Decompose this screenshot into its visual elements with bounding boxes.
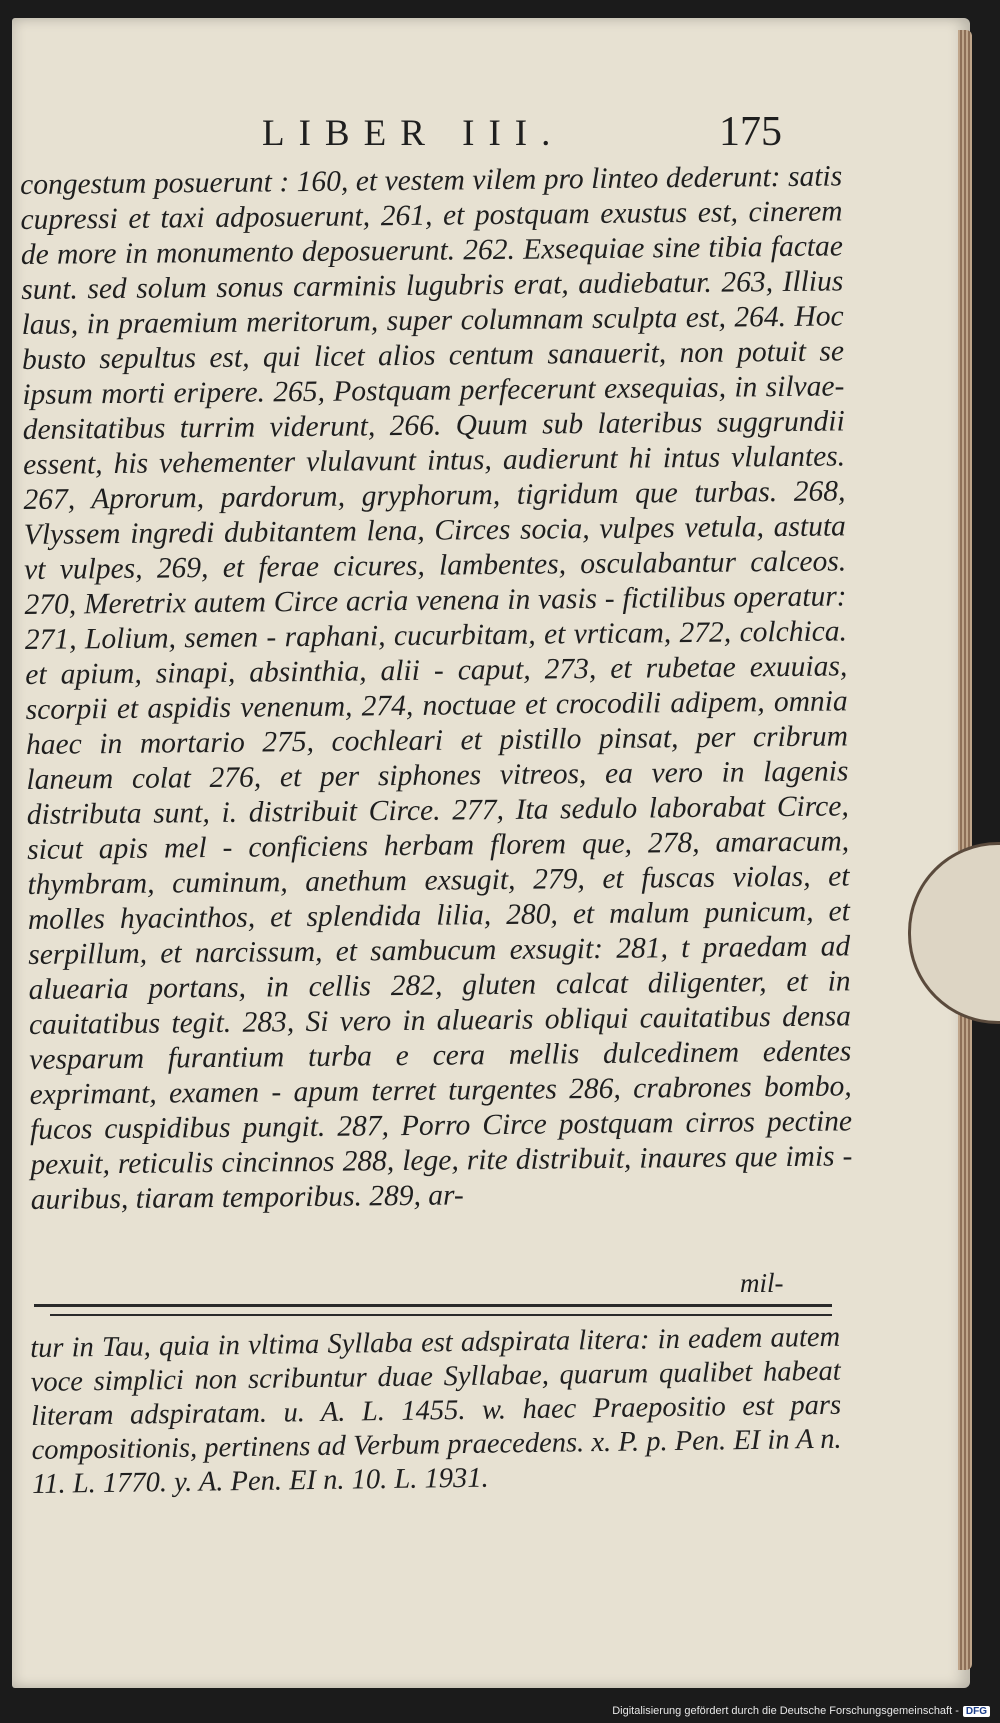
footnote-separator-rule bbox=[34, 1304, 832, 1307]
credit-text: Digitalisierung gefördert durch die Deutsche Forschungsgemeinschaft - bbox=[612, 1705, 959, 1717]
dfg-logo: DFG bbox=[963, 1706, 990, 1717]
page-number: 175 bbox=[719, 109, 782, 155]
catchword: mil- bbox=[740, 1268, 784, 1298]
running-title: LIBER III. bbox=[262, 113, 565, 154]
running-header bbox=[262, 108, 782, 168]
digitization-credit bbox=[612, 1705, 990, 1717]
footnote-block: tur in Tau, quia in vltima Syllaba est adspirata litera: in eadem autem voce simplici non scribuntur duae Syllabae, quarum qualibet habeat literam adspiratam. u. A. L. 1455. w. haec Praepositio est pars compositionis, pertinens ad Verbum praecedens. x. P. p. Pen. EI in A n. 11. L. 1770. y. A. Pen. EI n. 10. L. 1931. bbox=[30, 1321, 842, 1500]
footnote-separator-rule-thin bbox=[50, 1314, 832, 1316]
main-text-block: congestum posuerunt : 160, et vestem vilem pro linteo dederunt: satis cupressi et taxi adposuerunt, 261, et postquam exustus est, cinerem de more in monumento deposuerunt. 262. Exsequiae sine tibia factae sunt. sed solum sonus carminis lugubris erat, audiebatur. 263, Illius laus, in praemium meritorum, super columnam sculpta est, 264. Hoc busto sepultus est, qui licet alios centum sanauerit, non potuit se ipsum morti eripere. 265, Postquam perfecerunt exsequias, in silvae-densitatibus turrim viderunt, 266. Quum sub lateribus suggrundii essent, his vehementer vlulavunt intus, audierunt hi intus vlulantes. 267, Aprorum, pardorum, gryphorum, tigridum que turbas. 268, Vlyssem ingredi dubitantem lena, Circes socia, vulpes vetula, astuta vt vulpes, 269, et ferae cicures, lambentes, osculabantur calceos. 270, Meretrix autem Circe acria venena in vasis - fictilibus operatur: 271, Lolium, semen - raphani, cucurbitam, et vrticam, 272, colchica. et apium, sinapi, absinthia, alii - caput, 273, et rubetae exuuias, scorpii et aspidis venenum, 274, noctuae et crocodili adipem, omnia haec in mortario 275, cochleari et pistillo pinsat, per cribrum laneum colat 276, et per siphones vitreos, ea vero in lagenis distributa sunt, i. distribuit Circe. 277, Ita sedulo laborabat Circe, sicut apis mel - conficiens herbam florem que, 278, amaracum, thymbram, cuminum, anethum exsugit, 279, et fuscas violas, et molles hyacinthos, et splendida lilia, 280, et malum punicum, et serpillum, et narcissum, et sambucum exsugit: 281, t praedam ad aluearia portans, in cellis 282, gluten calcat diligenter, et in cauitatibus tegit. 283, Si vero in aluearis obliqui cauitatibus densa vesparum furantium turba e cera mellis dulcedinem edentes exprimant, examen - apum terret turgentes 286, crabrones bombo, fucos cuspidibus pungit. 287, Porro Circe postquam cirros pectine pexuit, reticulis cincinnos 288, lege, rite distribuit, inaures que imis - auribus, tiaram temporibus. 289, ar- bbox=[20, 160, 853, 1216]
